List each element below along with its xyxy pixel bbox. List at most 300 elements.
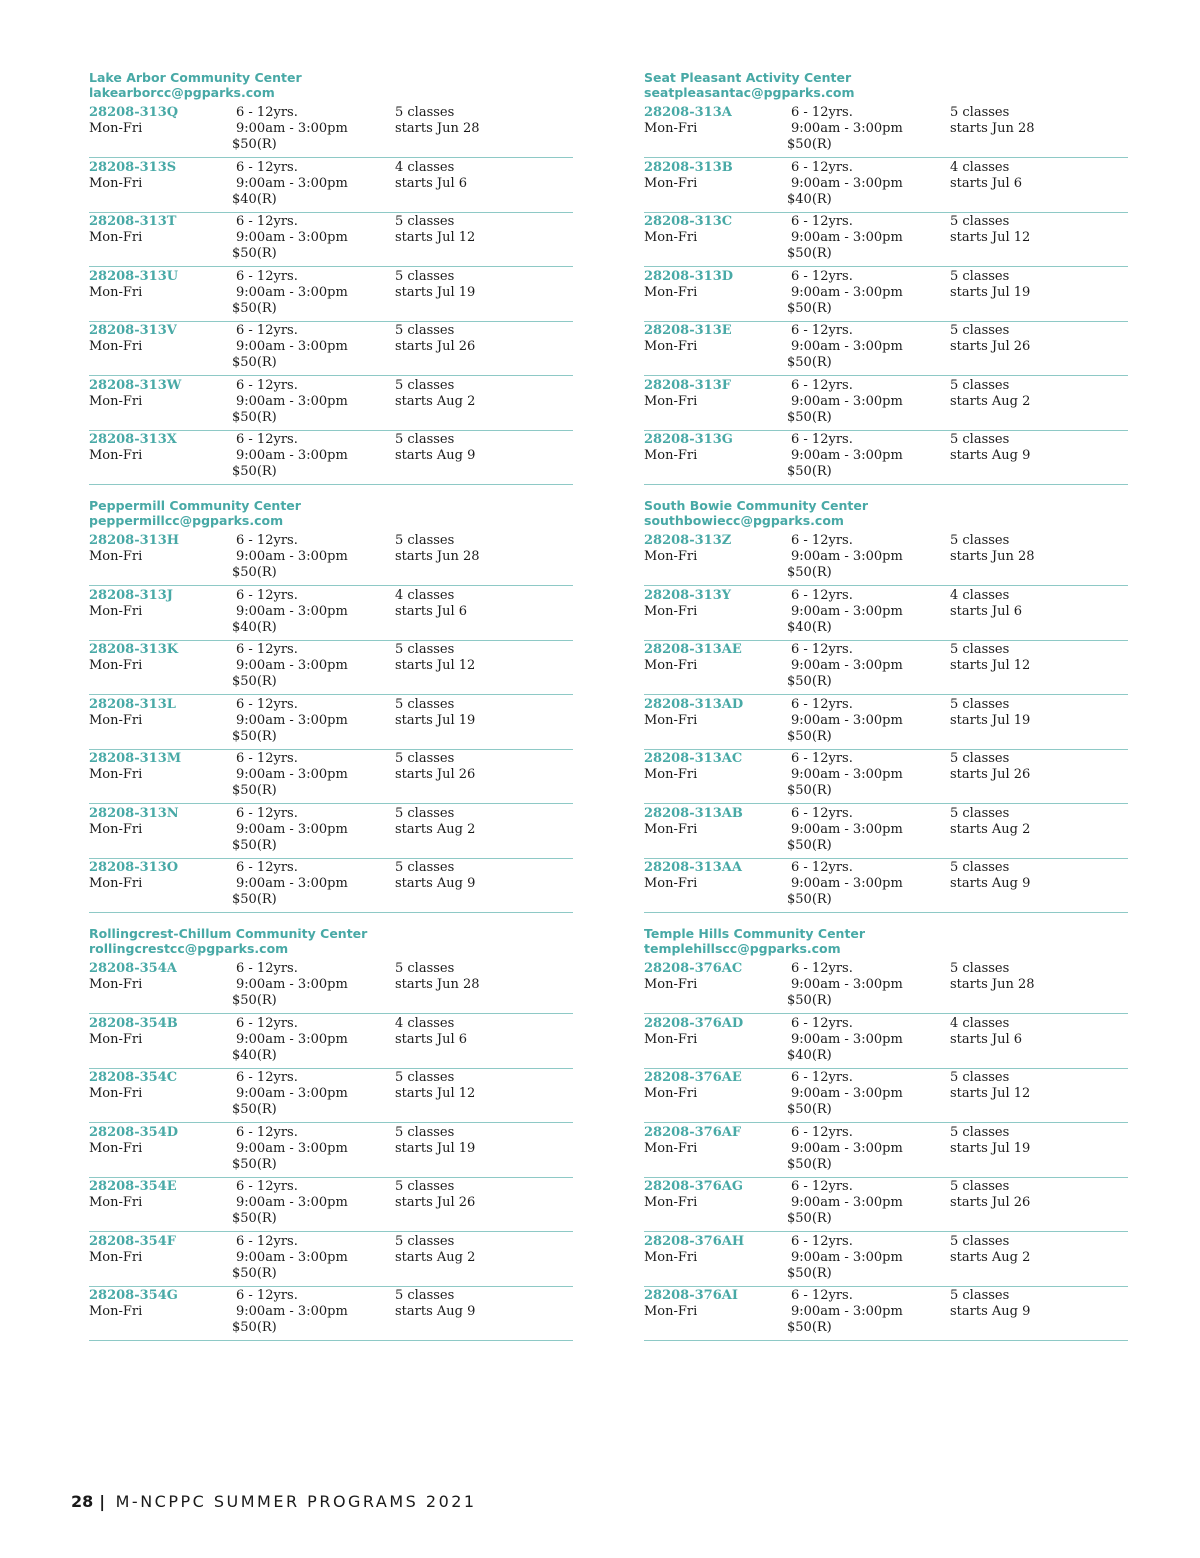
start-date: starts Jun 28	[950, 549, 1035, 564]
class-count: 5 classes	[395, 805, 455, 821]
age-range: 6 - 12yrs.	[236, 805, 298, 821]
meeting-days: Mon-Fri	[644, 767, 698, 782]
class-row	[644, 432, 1128, 485]
class-count: 5 classes	[395, 1233, 455, 1249]
start-date: starts Jul 6	[950, 603, 1023, 619]
start-date: starts Jul 12	[950, 1086, 1031, 1101]
start-date: starts Jul 12	[950, 230, 1031, 245]
course-code: 28208-313Q	[89, 105, 179, 120]
start-date: starts Jul 26	[950, 339, 1031, 354]
age-range: 6 - 12yrs.	[236, 961, 298, 976]
meeting-days: Mon-Fri	[89, 1031, 143, 1047]
time-range: 9:00am - 3:00pm	[791, 1304, 903, 1319]
publication-title: M-NCPPC SUMMER PROGRAMS 2021	[115, 1492, 477, 1511]
center-section	[89, 498, 573, 915]
start-date: starts Jul 12	[395, 658, 476, 673]
class-count: 5 classes	[395, 751, 455, 766]
class-count: 5 classes	[950, 323, 1010, 338]
start-date: starts Jun 28	[395, 549, 480, 564]
age-range: 6 - 12yrs.	[236, 642, 298, 657]
age-range: 6 - 12yrs.	[791, 587, 853, 603]
meeting-days: Mon-Fri	[89, 1249, 143, 1265]
meeting-days: Mon-Fri	[644, 1086, 698, 1101]
fee: $50(R)	[232, 837, 277, 853]
meeting-days: Mon-Fri	[89, 284, 143, 300]
center-name: Seat Pleasant Activity Center	[644, 70, 852, 85]
time-range: 9:00am - 3:00pm	[791, 448, 903, 463]
class-row	[89, 160, 573, 213]
fee: $50(R)	[787, 1156, 832, 1172]
meeting-days: Mon-Fri	[89, 549, 143, 564]
course-code: 28208-313AC	[644, 751, 743, 766]
time-range: 9:00am - 3:00pm	[236, 1086, 348, 1101]
start-date: starts Jul 6	[395, 1031, 468, 1047]
fee: $50(R)	[232, 1102, 277, 1117]
age-range: 6 - 12yrs.	[791, 268, 853, 284]
meeting-days: Mon-Fri	[89, 712, 143, 728]
class-count: 4 classes	[950, 159, 1010, 175]
start-date: starts Jul 19	[395, 1140, 476, 1156]
fee: $40(R)	[232, 1047, 277, 1063]
meeting-days: Mon-Fri	[89, 175, 143, 191]
fee: $50(R)	[787, 1211, 832, 1226]
meeting-days: Mon-Fri	[89, 876, 143, 891]
age-range: 6 - 12yrs.	[236, 1070, 298, 1085]
footer-separator: |	[99, 1492, 108, 1511]
meeting-days: Mon-Fri	[89, 658, 143, 673]
class-row	[644, 751, 1128, 804]
course-code: 28208-376AI	[644, 1288, 738, 1303]
class-count: 4 classes	[950, 1015, 1010, 1031]
meeting-days: Mon-Fri	[644, 821, 698, 837]
meeting-days: Mon-Fri	[644, 175, 698, 191]
fee: $50(R)	[232, 1265, 277, 1281]
class-row	[644, 1288, 1128, 1341]
class-count: 5 classes	[395, 323, 455, 338]
age-range: 6 - 12yrs.	[791, 805, 853, 821]
meeting-days: Mon-Fri	[89, 603, 143, 619]
course-code: 28208-354B	[89, 1015, 178, 1031]
class-row	[89, 1288, 573, 1341]
start-date: starts Aug 9	[395, 876, 476, 891]
class-row	[89, 1016, 573, 1069]
time-range: 9:00am - 3:00pm	[791, 1140, 903, 1156]
class-row	[89, 751, 573, 804]
time-range: 9:00am - 3:00pm	[236, 658, 348, 673]
time-range: 9:00am - 3:00pm	[791, 603, 903, 619]
start-date: starts Jul 12	[395, 230, 476, 245]
start-date: starts Jul 19	[950, 1140, 1031, 1156]
fee: $50(R)	[232, 464, 277, 479]
start-date: starts Aug 2	[950, 821, 1031, 837]
fee: $50(R)	[787, 892, 832, 907]
fee: $40(R)	[787, 619, 832, 635]
time-range: 9:00am - 3:00pm	[236, 767, 348, 782]
age-range: 6 - 12yrs.	[791, 105, 853, 120]
time-range: 9:00am - 3:00pm	[791, 712, 903, 728]
fee: $50(R)	[787, 728, 832, 744]
age-range: 6 - 12yrs.	[791, 214, 853, 229]
class-row	[644, 533, 1128, 586]
meeting-days: Mon-Fri	[89, 821, 143, 837]
center-name: Temple Hills Community Center	[644, 926, 866, 941]
fee: $50(R)	[787, 355, 832, 370]
time-range: 9:00am - 3:00pm	[791, 1195, 903, 1210]
time-range: 9:00am - 3:00pm	[791, 1249, 903, 1265]
class-row	[644, 860, 1128, 913]
class-table	[644, 961, 1128, 1341]
class-count: 4 classes	[395, 1015, 455, 1031]
course-code: 28208-354G	[89, 1288, 178, 1303]
class-count: 5 classes	[395, 961, 455, 976]
class-count: 5 classes	[950, 432, 1010, 447]
fee: $40(R)	[787, 1047, 832, 1063]
start-date: starts Jul 12	[950, 658, 1031, 673]
center-email-link[interactable]: rollingcrestcc@pgparks.com	[89, 941, 289, 956]
start-date: starts Aug 2	[950, 1249, 1031, 1265]
course-code: 28208-313G	[644, 432, 733, 447]
fee: $50(R)	[787, 565, 832, 580]
class-row	[644, 1016, 1128, 1069]
center-name: Rollingcrest-Chillum Community Center	[89, 926, 368, 941]
start-date: starts Jul 6	[950, 1031, 1023, 1047]
age-range: 6 - 12yrs.	[236, 860, 298, 875]
class-count: 4 classes	[395, 159, 455, 175]
class-row	[644, 214, 1128, 267]
age-range: 6 - 12yrs.	[791, 1179, 853, 1194]
class-row	[89, 588, 573, 641]
class-row	[89, 269, 573, 322]
center-section	[89, 926, 573, 1343]
age-range: 6 - 12yrs.	[791, 860, 853, 875]
class-count: 4 classes	[395, 587, 455, 603]
class-count: 5 classes	[395, 1179, 455, 1194]
start-date: starts Jul 26	[950, 767, 1031, 782]
class-table	[89, 961, 573, 1341]
fee: $50(R)	[232, 892, 277, 907]
meeting-days: Mon-Fri	[89, 121, 143, 136]
age-range: 6 - 12yrs.	[791, 751, 853, 766]
course-code: 28208-313V	[89, 323, 177, 338]
age-range: 6 - 12yrs.	[791, 1015, 853, 1031]
course-code: 28208-354F	[89, 1233, 176, 1249]
course-code: 28208-313C	[644, 214, 733, 229]
age-range: 6 - 12yrs.	[236, 1179, 298, 1194]
time-range: 9:00am - 3:00pm	[791, 821, 903, 837]
start-date: starts Aug 9	[950, 876, 1031, 891]
fee: $50(R)	[787, 409, 832, 425]
time-range: 9:00am - 3:00pm	[236, 284, 348, 300]
course-code: 28208-313A	[644, 105, 732, 120]
time-range: 9:00am - 3:00pm	[236, 448, 348, 463]
class-row	[644, 697, 1128, 750]
course-code: 28208-313T	[89, 214, 177, 229]
center-email-link[interactable]: peppermillcc@pgparks.com	[89, 513, 284, 528]
time-range: 9:00am - 3:00pm	[791, 284, 903, 300]
course-code: 28208-313F	[644, 377, 731, 393]
course-code: 28208-376AG	[644, 1179, 743, 1194]
start-date: starts Jul 6	[395, 175, 468, 191]
fee: $50(R)	[787, 300, 832, 316]
class-count: 5 classes	[950, 214, 1010, 229]
fee: $50(R)	[232, 137, 277, 152]
meeting-days: Mon-Fri	[644, 121, 698, 136]
age-range: 6 - 12yrs.	[236, 696, 298, 712]
center-name: Peppermill Community Center	[89, 498, 301, 513]
center-email-link[interactable]: lakearborcc@pgparks.com	[89, 85, 275, 100]
course-code: 28208-313B	[644, 159, 733, 175]
fee: $50(R)	[232, 409, 277, 425]
start-date: starts Jun 28	[950, 121, 1035, 136]
time-range: 9:00am - 3:00pm	[236, 977, 348, 992]
time-range: 9:00am - 3:00pm	[236, 603, 348, 619]
class-row	[89, 642, 573, 695]
age-range: 6 - 12yrs.	[791, 1288, 853, 1303]
age-range: 6 - 12yrs.	[791, 377, 853, 393]
start-date: starts Jul 26	[395, 339, 476, 354]
class-row	[89, 105, 573, 158]
meeting-days: Mon-Fri	[644, 658, 698, 673]
meeting-days: Mon-Fri	[644, 603, 698, 619]
class-row	[89, 432, 573, 485]
course-code: 28208-376AH	[644, 1233, 745, 1249]
start-date: starts Jul 19	[395, 284, 476, 300]
fee: $50(R)	[232, 728, 277, 744]
course-code: 28208-313D	[644, 268, 734, 284]
age-range: 6 - 12yrs.	[236, 323, 298, 338]
time-range: 9:00am - 3:00pm	[236, 1195, 348, 1210]
class-row	[89, 1070, 573, 1123]
page-number: 28	[71, 1492, 94, 1511]
age-range: 6 - 12yrs.	[791, 323, 853, 338]
age-range: 6 - 12yrs.	[791, 159, 853, 175]
fee: $50(R)	[232, 674, 277, 689]
meeting-days: Mon-Fri	[644, 1031, 698, 1047]
class-row	[89, 1125, 573, 1178]
class-count: 5 classes	[395, 642, 455, 657]
start-date: starts Jun 28	[950, 977, 1035, 992]
time-range: 9:00am - 3:00pm	[791, 1086, 903, 1101]
meeting-days: Mon-Fri	[89, 448, 143, 463]
course-code: 28208-313K	[89, 642, 179, 657]
meeting-days: Mon-Fri	[89, 1086, 143, 1101]
class-count: 5 classes	[395, 268, 455, 284]
time-range: 9:00am - 3:00pm	[791, 549, 903, 564]
class-row	[89, 860, 573, 913]
center-email-link[interactable]: southbowiecc@pgparks.com	[644, 513, 844, 528]
class-row	[644, 1125, 1128, 1178]
fee: $50(R)	[787, 1265, 832, 1281]
time-range: 9:00am - 3:00pm	[236, 549, 348, 564]
start-date: starts Aug 9	[395, 1304, 476, 1319]
class-count: 5 classes	[950, 1070, 1010, 1085]
class-row	[644, 105, 1128, 158]
course-code: 28208-354A	[89, 961, 177, 976]
age-range: 6 - 12yrs.	[791, 533, 853, 548]
class-count: 5 classes	[395, 105, 455, 120]
course-code: 28208-313AA	[644, 860, 742, 875]
fee: $50(R)	[232, 1320, 277, 1335]
meeting-days: Mon-Fri	[89, 230, 143, 245]
fee: $50(R)	[787, 1102, 832, 1117]
age-range: 6 - 12yrs.	[791, 696, 853, 712]
fee: $50(R)	[787, 993, 832, 1008]
fee: $50(R)	[787, 464, 832, 479]
time-range: 9:00am - 3:00pm	[236, 821, 348, 837]
meeting-days: Mon-Fri	[89, 339, 143, 354]
start-date: starts Jul 19	[950, 284, 1031, 300]
age-range: 6 - 12yrs.	[236, 533, 298, 548]
start-date: starts Aug 9	[950, 1304, 1031, 1319]
class-count: 5 classes	[950, 268, 1010, 284]
center-section	[89, 70, 573, 487]
start-date: starts Aug 9	[395, 448, 476, 463]
start-date: starts Jul 26	[395, 767, 476, 782]
age-range: 6 - 12yrs.	[236, 268, 298, 284]
course-code: 28208-313AE	[644, 642, 742, 657]
center-section	[644, 70, 1128, 487]
center-section	[644, 498, 1128, 915]
time-range: 9:00am - 3:00pm	[236, 230, 348, 245]
meeting-days: Mon-Fri	[644, 1304, 698, 1319]
class-count: 5 classes	[395, 533, 455, 548]
meeting-days: Mon-Fri	[89, 1195, 143, 1210]
course-code: 28208-313Y	[644, 587, 732, 603]
course-code: 28208-313J	[89, 587, 173, 603]
class-row	[644, 323, 1128, 376]
age-range: 6 - 12yrs.	[236, 214, 298, 229]
start-date: starts Aug 2	[395, 393, 476, 409]
page-footer	[71, 1492, 477, 1511]
start-date: starts Aug 9	[950, 448, 1031, 463]
class-count: 5 classes	[950, 1179, 1010, 1194]
meeting-days: Mon-Fri	[644, 1249, 698, 1265]
fee: $50(R)	[232, 300, 277, 316]
fee: $50(R)	[232, 993, 277, 1008]
time-range: 9:00am - 3:00pm	[236, 1249, 348, 1265]
meeting-days: Mon-Fri	[89, 1140, 143, 1156]
class-row	[89, 1234, 573, 1287]
class-count: 5 classes	[950, 1124, 1010, 1140]
class-row	[644, 160, 1128, 213]
fee: $50(R)	[787, 837, 832, 853]
meeting-days: Mon-Fri	[644, 977, 698, 992]
class-row	[644, 961, 1128, 1014]
class-row	[644, 1179, 1128, 1232]
fee: $50(R)	[232, 355, 277, 370]
time-range: 9:00am - 3:00pm	[791, 175, 903, 191]
start-date: starts Aug 2	[950, 393, 1031, 409]
course-code: 28208-376AE	[644, 1070, 742, 1085]
class-count: 5 classes	[395, 860, 455, 875]
course-code: 28208-313E	[644, 323, 732, 338]
course-code: 28208-354E	[89, 1179, 177, 1194]
age-range: 6 - 12yrs.	[791, 961, 853, 976]
fee: $50(R)	[787, 1320, 832, 1335]
class-count: 5 classes	[950, 105, 1010, 120]
meeting-days: Mon-Fri	[89, 767, 143, 782]
center-name: South Bowie Community Center	[644, 498, 869, 513]
class-row	[89, 214, 573, 267]
course-code: 28208-313O	[89, 860, 179, 875]
class-count: 5 classes	[395, 432, 455, 447]
time-range: 9:00am - 3:00pm	[791, 1031, 903, 1047]
class-row	[89, 323, 573, 376]
course-code: 28208-376AD	[644, 1015, 744, 1031]
class-count: 5 classes	[950, 1233, 1010, 1249]
class-row	[644, 1070, 1128, 1123]
class-count: 5 classes	[950, 696, 1010, 712]
age-range: 6 - 12yrs.	[236, 751, 298, 766]
class-count: 5 classes	[950, 860, 1010, 875]
time-range: 9:00am - 3:00pm	[791, 230, 903, 245]
class-row	[644, 1234, 1128, 1287]
class-count: 5 classes	[950, 805, 1010, 821]
meeting-days: Mon-Fri	[89, 393, 143, 409]
course-code: 28208-313X	[89, 432, 177, 447]
class-count: 5 classes	[395, 214, 455, 229]
class-row	[89, 1179, 573, 1232]
age-range: 6 - 12yrs.	[236, 432, 298, 447]
class-row	[644, 588, 1128, 641]
start-date: starts Aug 2	[395, 821, 476, 837]
class-count: 5 classes	[950, 751, 1010, 766]
age-range: 6 - 12yrs.	[236, 1015, 298, 1031]
course-code: 28208-313AD	[644, 696, 744, 712]
center-email-link[interactable]: seatpleasantac@pgparks.com	[644, 85, 855, 100]
fee: $40(R)	[232, 191, 277, 207]
time-range: 9:00am - 3:00pm	[791, 658, 903, 673]
course-code: 28208-313L	[89, 696, 176, 712]
course-code: 28208-354D	[89, 1124, 179, 1140]
fee: $40(R)	[232, 619, 277, 635]
start-date: starts Jul 6	[395, 603, 468, 619]
fee: $50(R)	[787, 137, 832, 152]
age-range: 6 - 12yrs.	[236, 1233, 298, 1249]
time-range: 9:00am - 3:00pm	[791, 767, 903, 782]
meeting-days: Mon-Fri	[644, 448, 698, 463]
course-code: 28208-313W	[89, 377, 182, 393]
class-count: 5 classes	[395, 377, 455, 393]
start-date: starts Jul 12	[395, 1086, 476, 1101]
time-range: 9:00am - 3:00pm	[236, 393, 348, 409]
time-range: 9:00am - 3:00pm	[236, 876, 348, 891]
class-count: 5 classes	[395, 1070, 455, 1085]
class-count: 5 classes	[395, 696, 455, 712]
fee: $50(R)	[232, 783, 277, 798]
meeting-days: Mon-Fri	[644, 712, 698, 728]
class-row	[89, 806, 573, 859]
meeting-days: Mon-Fri	[644, 876, 698, 891]
center-name: Lake Arbor Community Center	[89, 70, 302, 85]
course-code: 28208-313Z	[644, 533, 732, 548]
age-range: 6 - 12yrs.	[236, 159, 298, 175]
class-row	[89, 533, 573, 586]
class-row	[644, 378, 1128, 431]
time-range: 9:00am - 3:00pm	[236, 1140, 348, 1156]
course-code: 28208-313M	[89, 751, 182, 766]
meeting-days: Mon-Fri	[644, 393, 698, 409]
start-date: starts Jun 28	[395, 121, 480, 136]
fee: $50(R)	[787, 783, 832, 798]
center-email-link[interactable]: templehillscc@pgparks.com	[644, 941, 841, 956]
time-range: 9:00am - 3:00pm	[791, 876, 903, 891]
class-table	[89, 533, 573, 913]
class-count: 5 classes	[950, 961, 1010, 976]
time-range: 9:00am - 3:00pm	[236, 121, 348, 136]
meeting-days: Mon-Fri	[644, 339, 698, 354]
time-range: 9:00am - 3:00pm	[236, 712, 348, 728]
